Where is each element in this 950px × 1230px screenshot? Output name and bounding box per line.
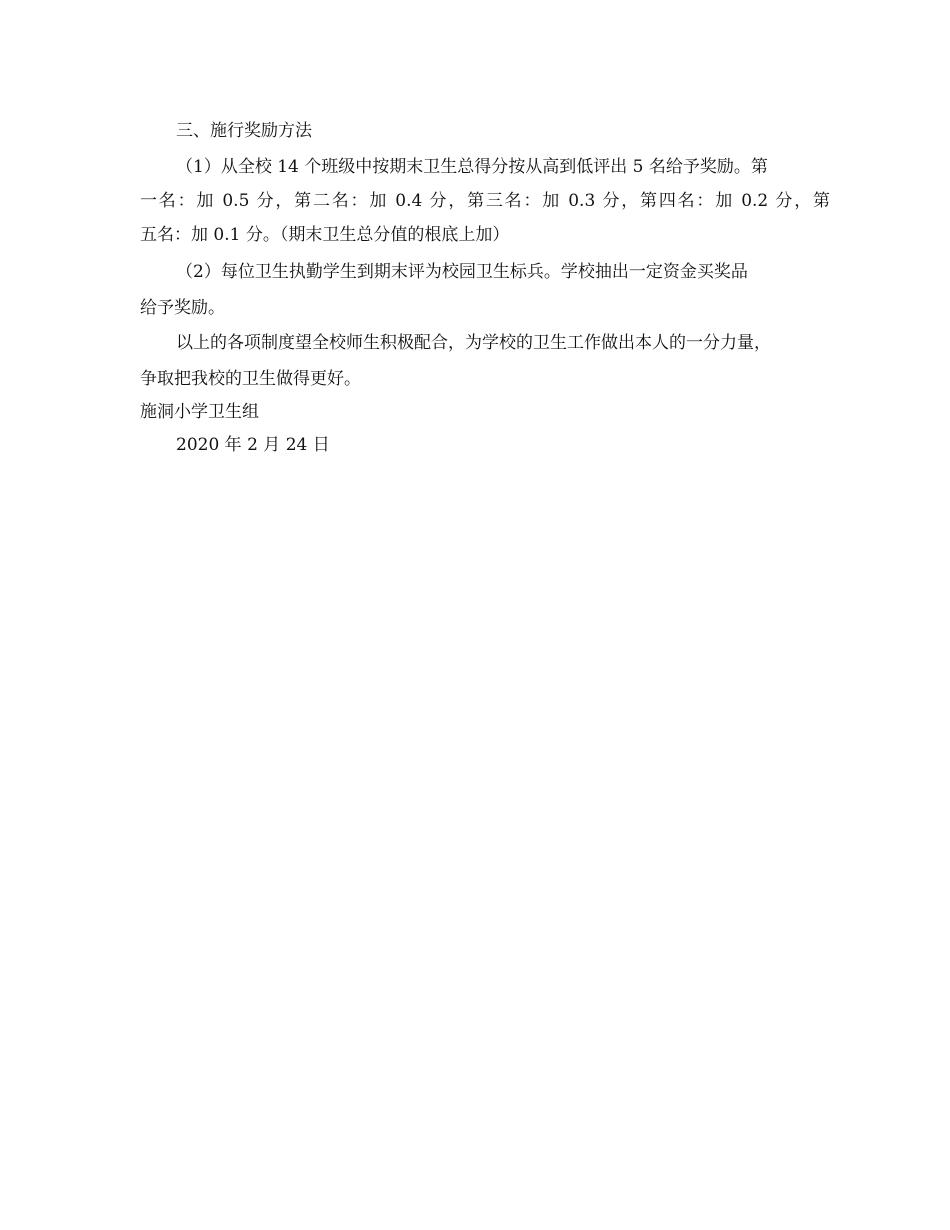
item-2-line-2: 给予奖励。: [140, 298, 225, 318]
signature-organization: 施洞小学卫生组: [140, 402, 259, 422]
signature-date: 2020 年 2 月 24 日: [176, 435, 330, 455]
closing-line-2: 争取把我校的卫生做得更好。: [140, 369, 361, 389]
section-heading: 三、施行奖励方法: [176, 121, 312, 141]
item-2-line-1: （2）每位卫生执勤学生到期末评为校园卫生标兵。学校抽出一定资金买奖品: [176, 262, 748, 282]
item-1-line-1: （1）从全校 14 个班级中按期末卫生总得分按从高到低评出 5 名给予奖励。第: [176, 157, 768, 177]
closing-line-1: 以上的各项制度望全校师生积极配合，为学校的卫生工作做出本人的一分力量，: [176, 333, 771, 353]
item-1-line-3: 五名：加 0.1 分。（期末卫生总分值的根底上加）: [140, 225, 510, 245]
item-1-line-2: 一名：加 0.5 分，第二名：加 0.4 分，第三名：加 0.3 分，第四名：加 0.2 分，第: [140, 191, 830, 211]
